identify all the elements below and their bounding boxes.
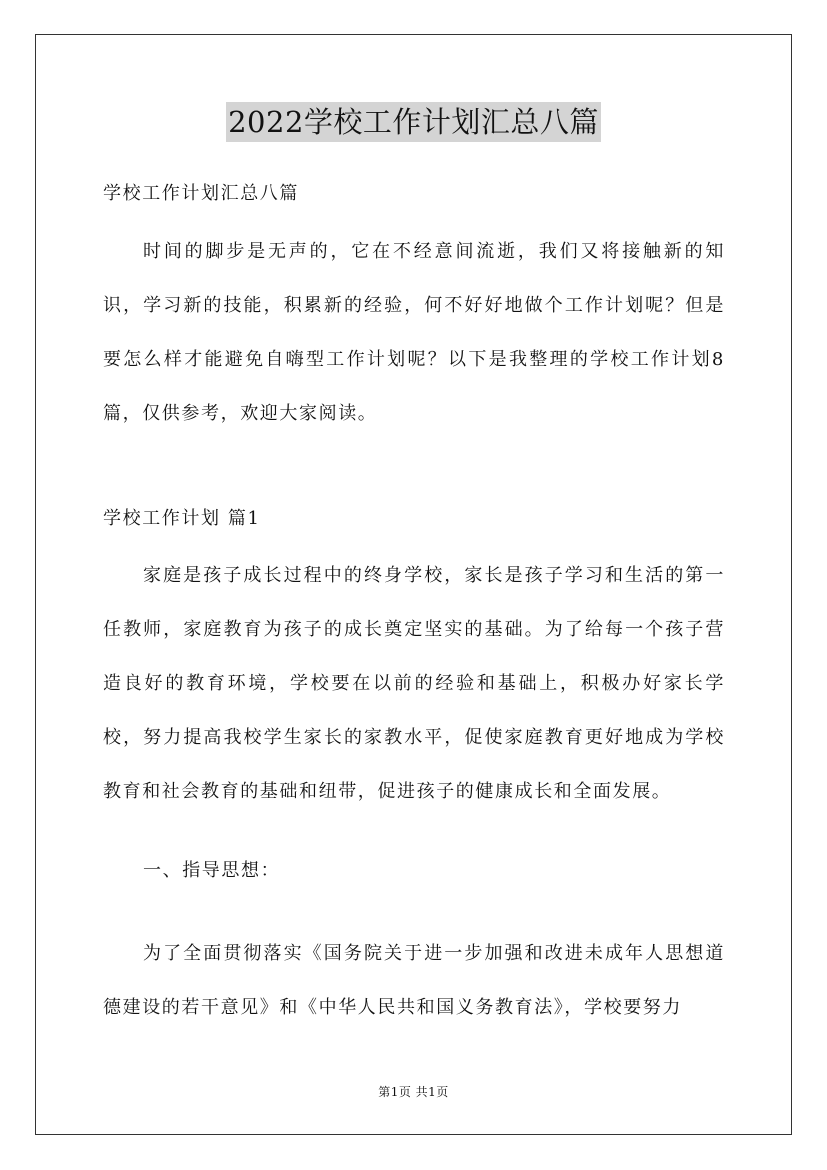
guiding-principle-heading: 一、指导思想：	[143, 860, 281, 881]
intro-paragraph: 时间的脚步是无声的，它在不经意间流逝，我们又将接触新的知识，学习新的技能，积累新的经验，何不好好地做个工作计划呢？但是要怎么样才能避免自嗨型工作计划呢？以下是我整理的学校工作计划8篇，仅供参考，欢迎大家阅读。	[103, 241, 725, 424]
page-footer: 第1页 共1页	[378, 1085, 449, 1099]
section-paragraph-1: 家庭是孩子成长过程中的终身学校，家长是孩子学习和生活的第一任教师，家庭教育为孩子的成长奠定坚实的基础。为了给每一个孩子营造良好的教育环境，学校要在以前的经验和基础上，积极办好家长学校，努力提高我校学生家长的家教水平，促使家庭教育更好地成为学校教育和社会教育的基础和纽带，促进孩子的健康成长和全面发展。	[103, 565, 725, 802]
section-paragraph-2: 为了全面贯彻落实《国务院关于进一步加强和改进未成年人思想道德建设的若干意见》和《中华人民共和国义务教育法》，学校要努力	[103, 943, 725, 1018]
section-heading: 学校工作计划 篇1	[103, 508, 261, 529]
document-subtitle: 学校工作计划汇总八篇	[103, 183, 299, 204]
title-container	[0, 102, 827, 142]
document-title: 2022学校工作计划汇总八篇	[226, 102, 601, 142]
